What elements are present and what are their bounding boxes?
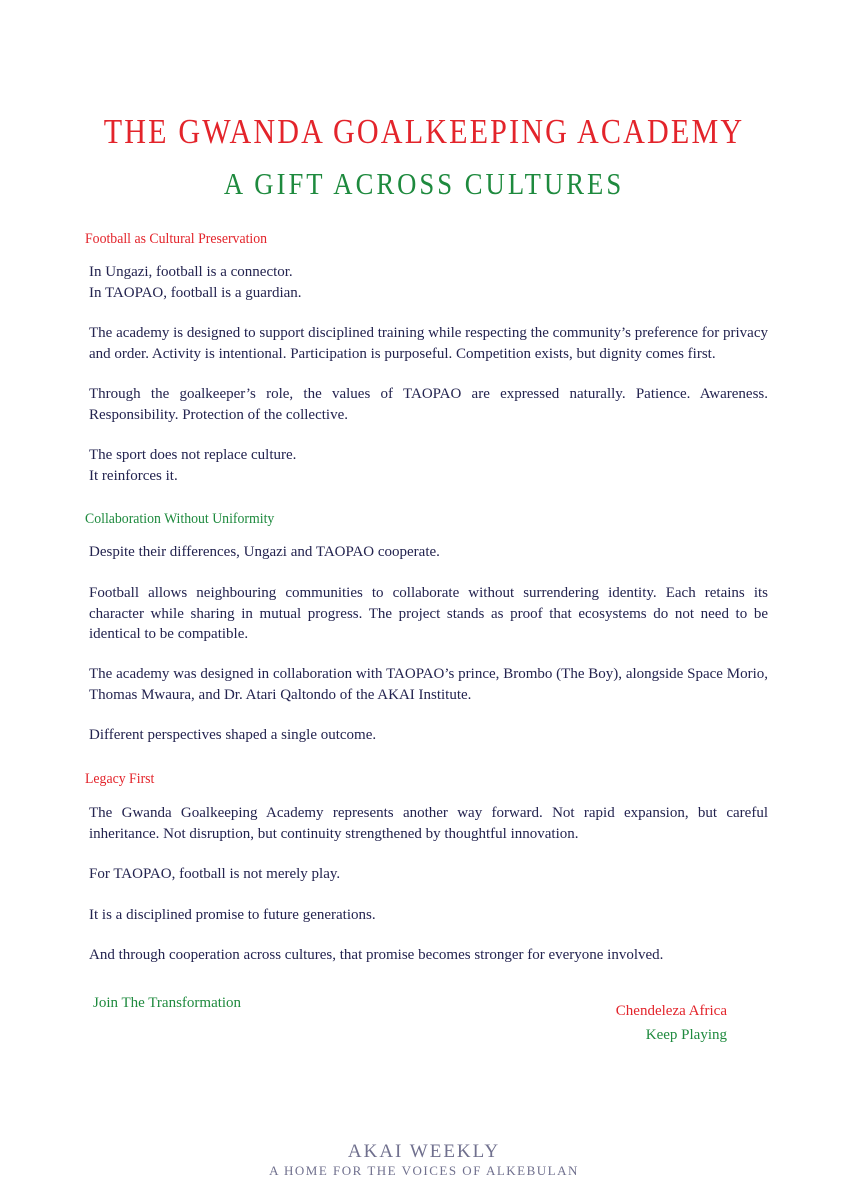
section-paragraph	[89, 864, 768, 885]
section-paragraph	[89, 384, 768, 425]
signoff-line-2: Keep Playing	[645, 1027, 727, 1043]
signoff-line-1: Chendeleza Africa	[615, 1003, 727, 1019]
page-subtitle: A GIFT ACROSS CULTURES	[223, 166, 625, 201]
section-paragraph	[89, 583, 768, 645]
body-paragraph: Different perspectives shaped a single outcome.	[89, 727, 377, 743]
body-paragraph: The Gwanda Goalkeeping Academy represents another way forward. Not rapid expansion, but careful inheritance. Not disruption, but continuity strengthened by thoughtful innovation.	[89, 805, 768, 842]
body-paragraph: The academy was designed in collaboration with TAOPAO’s prince, Brombo (The Boy), alongside Space Morio, Thomas Mwaura, and Dr. Atari Qaltondo of the AKAI Institute.	[89, 666, 768, 703]
body-paragraph: The academy is designed to support disciplined training while respecting the community’s preference for privacy and order. Activity is intentional. Participation is purposeful. Competition exists, but dignity comes first.	[89, 325, 768, 362]
body-paragraph: Despite their differences, Ungazi and TAOPAO cooperate.	[89, 544, 440, 560]
section-paragraph	[89, 945, 768, 966]
section-paragraph	[89, 725, 768, 746]
body-paragraph: For TAOPAO, football is not merely play.	[89, 866, 341, 882]
section-paragraph	[89, 542, 768, 563]
call-to-action: Join The Transformation	[93, 995, 242, 1011]
section-paragraph	[89, 323, 768, 364]
body-paragraph: It is a disciplined promise to future generations.	[89, 907, 376, 923]
body-line: In Ungazi, football is a connector.	[89, 264, 293, 280]
body-line: It reinforces it.	[89, 467, 178, 484]
body-line: In TAOPAO, football is a guardian.	[89, 284, 302, 301]
body-paragraph: Football allows neighbouring communities to collaborate without surrendering identity. Each retains its character while sharing in mutual progress. The project stands as proof that ecosystems do not need to be identical to be compatible.	[89, 585, 768, 642]
page-title: THE GWANDA GOALKEEPING ACADEMY	[103, 112, 745, 151]
section-paragraph	[89, 905, 768, 926]
section-paragraph	[89, 664, 768, 705]
body-paragraph: Through the goalkeeper’s role, the values of TAOPAO are expressed naturally. Patience. Awareness. Responsibility. Protection of the collective.	[89, 386, 768, 423]
section-heading-collaboration: Collaboration Without Uniformity	[85, 511, 275, 527]
section-paragraph	[89, 445, 768, 486]
section-heading-legacy: Legacy First	[85, 771, 155, 787]
body-line: The sport does not replace culture.	[89, 447, 297, 463]
footer-brand: AKAI WEEKLY	[347, 1141, 501, 1162]
section-paragraph	[89, 803, 768, 844]
footer-tagline: A HOME FOR THE VOICES OF ALKEBULAN	[269, 1163, 579, 1178]
body-paragraph: And through cooperation across cultures, that promise becomes stronger for everyone involved.	[89, 947, 664, 963]
section-body-cultural-preservation	[89, 262, 768, 303]
section-heading-cultural-preservation: Football as Cultural Preservation	[85, 231, 268, 247]
